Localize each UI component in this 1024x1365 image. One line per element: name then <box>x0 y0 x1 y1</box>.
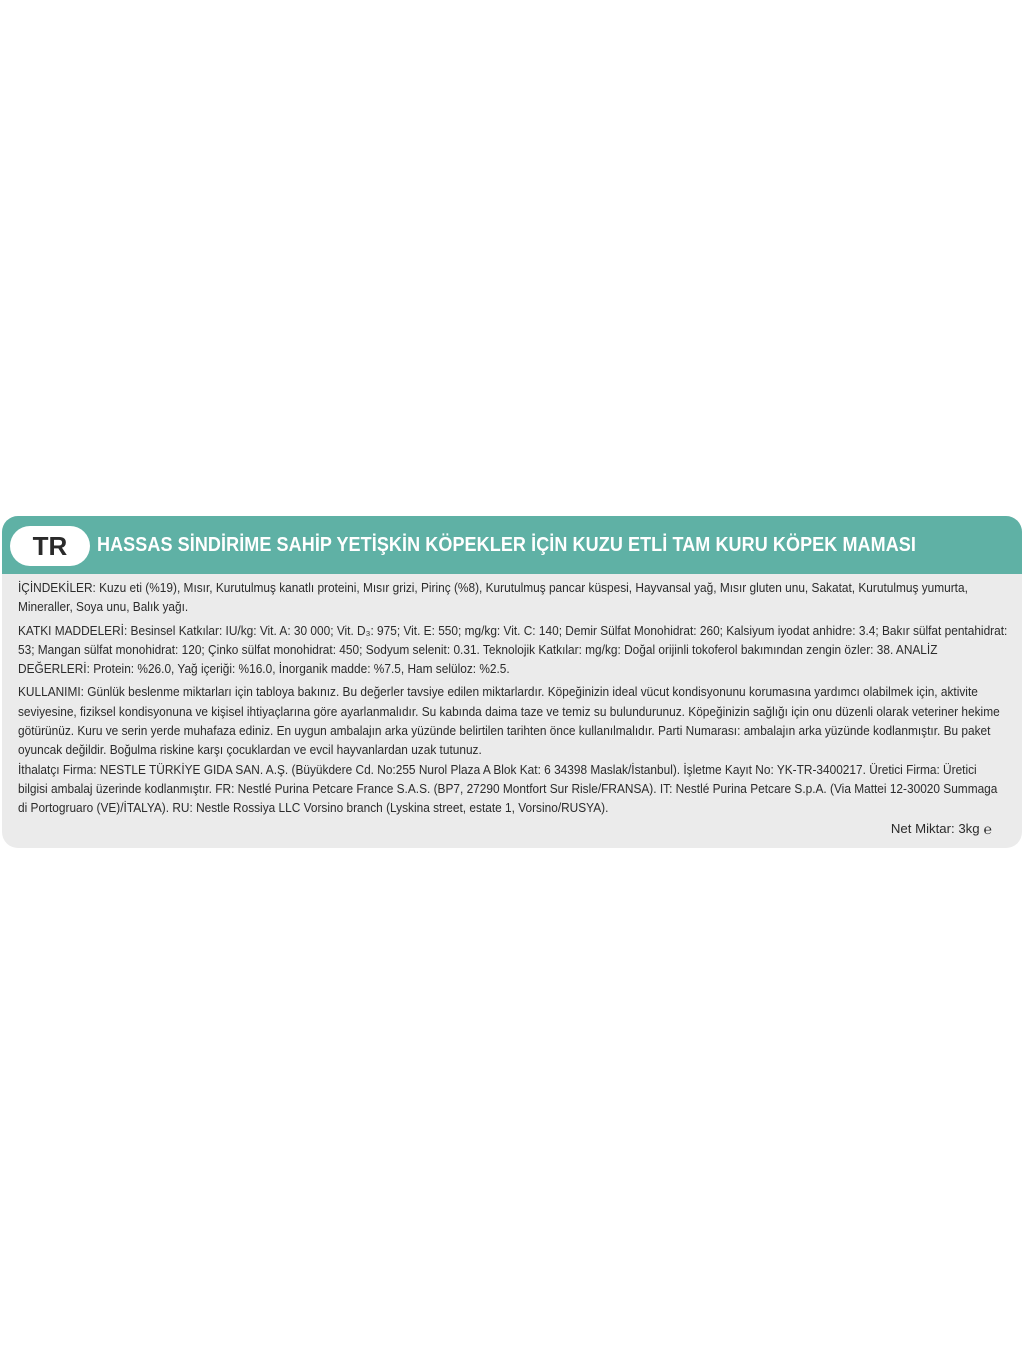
label-body-text <box>18 578 1008 818</box>
label-header-band <box>2 516 1022 574</box>
additives-paragraph: KATKI MADDELERİ: Besinsel Katkılar: IU/kg: Vit. A: 30 000; Vit. D₃: 975; Vit. E: 550; mg/kg: Vit. C: 140; Demir Sülfat Monohidrat: 260; Kalsiyum iyodat anhidre: 3.4; Bakır sülfat pentahidrat: 53; Mangan sülfat monohidrat: 120; Çinko sülfat monohidrat: 450; Sodyum selenit: 0.31. Teknolojik Katkılar: mg/kg: Doğal orijinli tokoferol bakımından zengin özler: 38. ANALİZ DEĞERLERİ: Protein: %26.0, Yağ içeriği: %16.0, İnorganik madde: %7.5, Ham selüloz: %2.5. <box>18 622 1008 677</box>
ingredients-paragraph: İÇİNDEKİLER: Kuzu eti (%19), Mısır, Kurutulmuş kanatlı proteini, Mısır grizi, Pirinç (%8), Kurutulmuş pancar küspesi, Hayvansal yağ, Mısır gluten unu, Sakatat, Kurutulmuş yumurta, Mineraller, Soya unu, Balık yağı. <box>18 580 968 615</box>
net-quantity <box>891 821 992 836</box>
language-badge: TR <box>10 526 90 566</box>
estimated-sign-icon: ℮ <box>983 820 992 837</box>
product-title: HASSAS SİNDİRİME SAHİP YETİŞKİN KÖPEKLER İÇİN KUZU ETLİ TAM KURU KÖPEK MAMASI <box>97 534 916 556</box>
importer-paragraph: İthalatçı Firma: NESTLE TÜRKİYE GIDA SAN. A.Ş. (Büyükdere Cd. No:255 Nurol Plaza A Blok Kat: 6 34398 Maslak/İstanbul). İşletme Kayıt No: YK-TR-3400217. Üretici Firma: Üretici bilgisi ambalaj üzerinde kodlanmıştır. FR: Nestlé Purina Petcare France S.A.S. (BP7, 27290 Montfort Sur Risle/FRANSA). IT: Nestlé Purina Petcare S.p.A. (Via Mattei 12-30020 Summaga di Portogruaro (VE)/İTALYA). RU: Nestle Rossiya LLC Vorsino branch (Lyskina street, estate 1, Vorsino/RUSYA). <box>18 761 998 816</box>
usage-paragraph: KULLANIMI: Günlük beslenme miktarları için tabloya bakınız. Bu değerler tavsiye edilen miktarlardır. Köpeğinizin ideal vücut kondisyonunu korumasına yardımcı olabilmek için, aktivite seviyesine, fiziksel kondisyonuna ve kişisel ihtiyaçlarına göre ayarlanmalıdır. Su kabında daima taze ve temiz su bulundurunuz. Köpeğinizin sağlığı için onu düzenli olarak veteriner hekime götürünüz. Kuru ve serin yerde muhafaza ediniz. En uygun ambalajın arka yüzünde belirtilen tarihten önce kullanılmalıdır. Parti Numarası: ambalajın arka yüzünde kodlanmıştır. Bu paket oyuncak değildir. Boğulma riskine karşı çocuklardan ve evcil hayvanlardan uzak tutunuz. <box>18 684 1000 758</box>
product-label-card <box>2 516 1022 848</box>
net-quantity-text: Net Miktar: 3kg <box>890 821 980 836</box>
